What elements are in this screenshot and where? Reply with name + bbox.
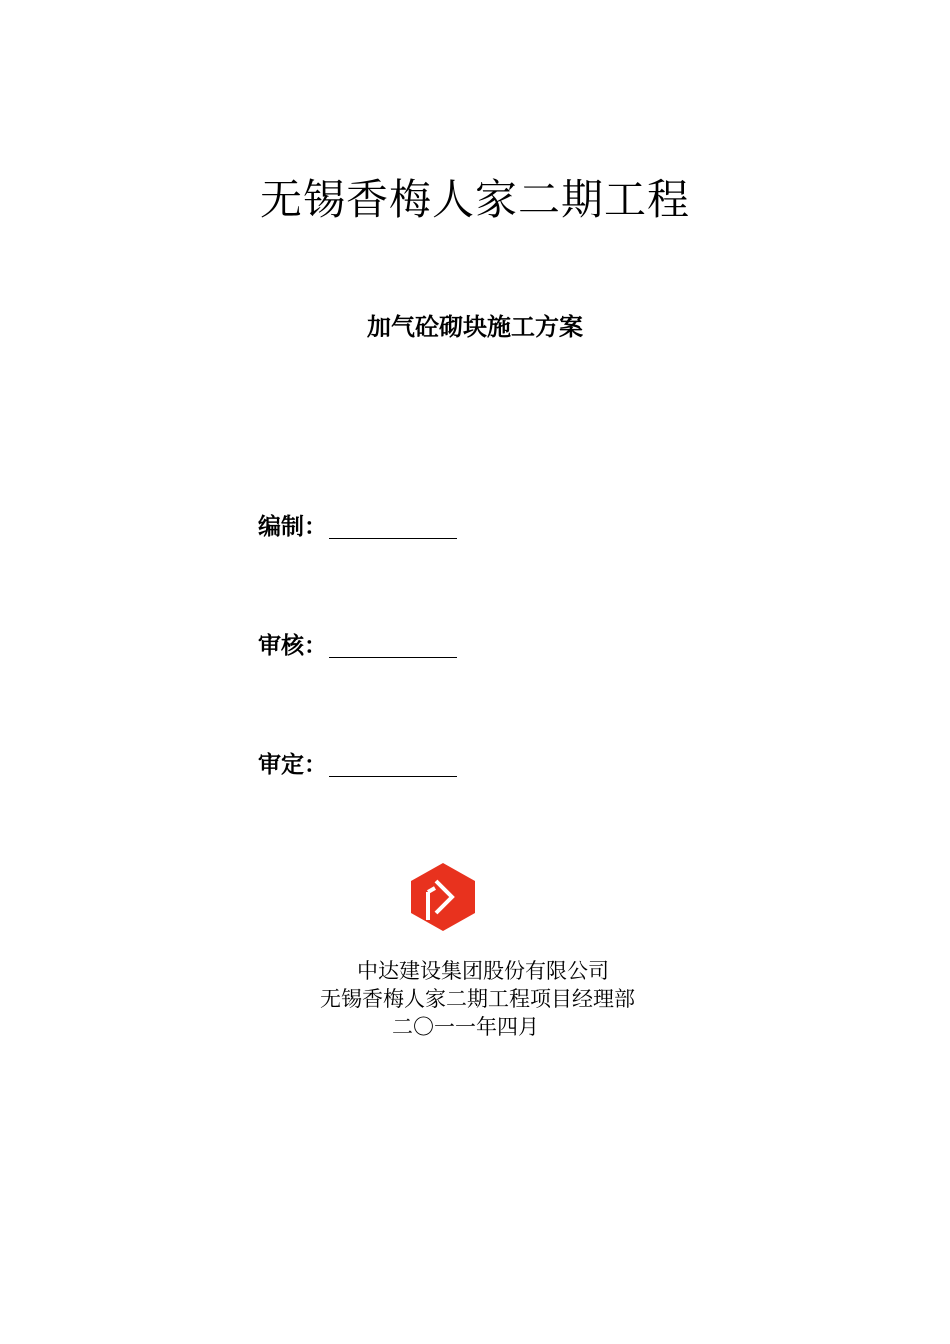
signature-line-reviewed	[329, 657, 457, 658]
footer-company-name: 中达建设集团股份有限公司	[357, 959, 609, 983]
signature-label-approved: 审定：	[258, 752, 327, 778]
signature-label-reviewed: 审核：	[258, 633, 327, 659]
signature-row-reviewed	[258, 631, 457, 661]
signature-line-compiled	[329, 538, 457, 539]
page-title: 无锡香梅人家二期工程	[259, 175, 690, 224]
signature-row-approved	[258, 750, 457, 780]
company-logo-icon	[410, 862, 476, 932]
signature-label-compiled: 编制：	[258, 514, 327, 540]
footer-department: 无锡香梅人家二期工程项目经理部	[320, 987, 635, 1011]
document-subtitle: 加气砼砌块施工方案	[367, 313, 583, 341]
footer-date: 二〇一一年四月	[392, 1015, 539, 1039]
signature-row-compiled	[258, 512, 457, 542]
signature-line-approved	[329, 776, 457, 777]
